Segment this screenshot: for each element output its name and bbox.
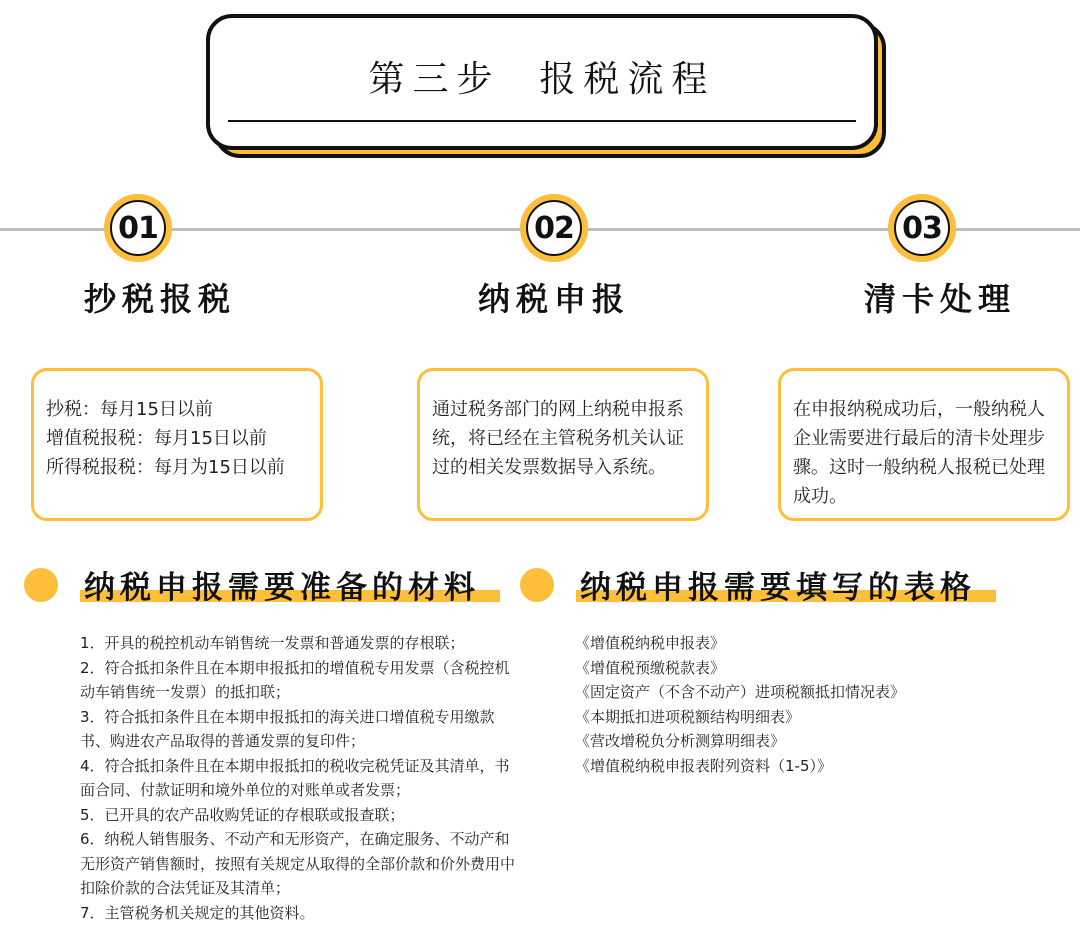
step-2-title: 纳税申报 [477,280,630,318]
box1-line-1: 抄税：每月15日以前 [46,399,213,420]
list-item: 5．已开具的农产品收购凭证的存根联或报查联； [80,805,405,824]
step-2-badge [520,194,588,262]
list-item: 7．主管税务机关规定的其他资料。 [80,903,315,922]
page-title: 第三步 报税流程 [368,59,716,100]
list-item: 6．纳税人销售服务、不动产和无形资产，在确定服务、不动产和无形资产销售额时，按照有关规定从取得的全部价款和价外费用中扣除价款的合法凭证及其清单； [80,830,516,897]
box2-text: 通过税务部门的网上纳税申报系统，将已经在主管税务机关认证过的相关发票数据导入系统。 [432,399,684,478]
step-1-badge [104,194,172,262]
step-3-badge [888,194,956,262]
step-1-number: 01 [110,200,166,256]
step-3-info-box [778,368,1070,521]
list-item: 《固定资产（不含不动产）进项税额抵扣情况表》 [575,683,906,701]
materials-title: 纳税申报需要准备的材料 [84,570,480,606]
box3-text: 在申报纳税成功后，一般纳税人企业需要进行最后的清卡处理步骤。这时一般纳税人报税已处理成功。 [793,399,1045,507]
banner-underline [228,120,856,122]
forms-list [575,631,1055,778]
step-3-title: 清卡处理 [863,280,1016,318]
list-item: 1．开具的税控机动车销售统一发票和普通发票的存根联； [80,634,465,652]
list-item: 《本期抵扣进项税额结构明细表》 [575,707,801,726]
list-item: 3．符合抵扣条件且在本期申报抵扣的海关进口增值税专用缴款书、购进农产品取得的普通发票的复印件； [80,707,495,750]
step-3-number: 03 [894,200,950,256]
box1-line-3: 所得税报税：每月为15日以前 [46,457,285,478]
list-item: 《增值税纳税申报表》 [575,634,726,652]
materials-bullet-dot [24,568,58,602]
step-2-number: 02 [526,200,582,256]
forms-title: 纳税申报需要填写的表格 [580,570,976,606]
list-item: 《营改增税负分析测算明细表》 [575,732,786,750]
box1-line-2: 增值税报税：每月15日以前 [46,428,267,449]
step-2-info-box [417,368,709,521]
materials-list [80,631,520,925]
list-item: 《增值税预缴税款表》 [575,658,726,677]
step-1-title: 抄税报税 [83,280,236,318]
list-item: 4．符合抵扣条件且在本期申报抵扣的税收完税凭证及其清单，书面合同、付款证明和境外单位的对账单或者发票； [80,756,510,799]
step-1-info-box [31,368,323,521]
forms-bullet-dot [520,568,554,602]
list-item: 《增值税纳税申报表附列资料（1-5）》 [575,756,833,775]
list-item: 2．符合抵扣条件且在本期申报抵扣的增值税专用发票（含税控机动车销售统一发票）的抵扣联； [80,658,510,701]
